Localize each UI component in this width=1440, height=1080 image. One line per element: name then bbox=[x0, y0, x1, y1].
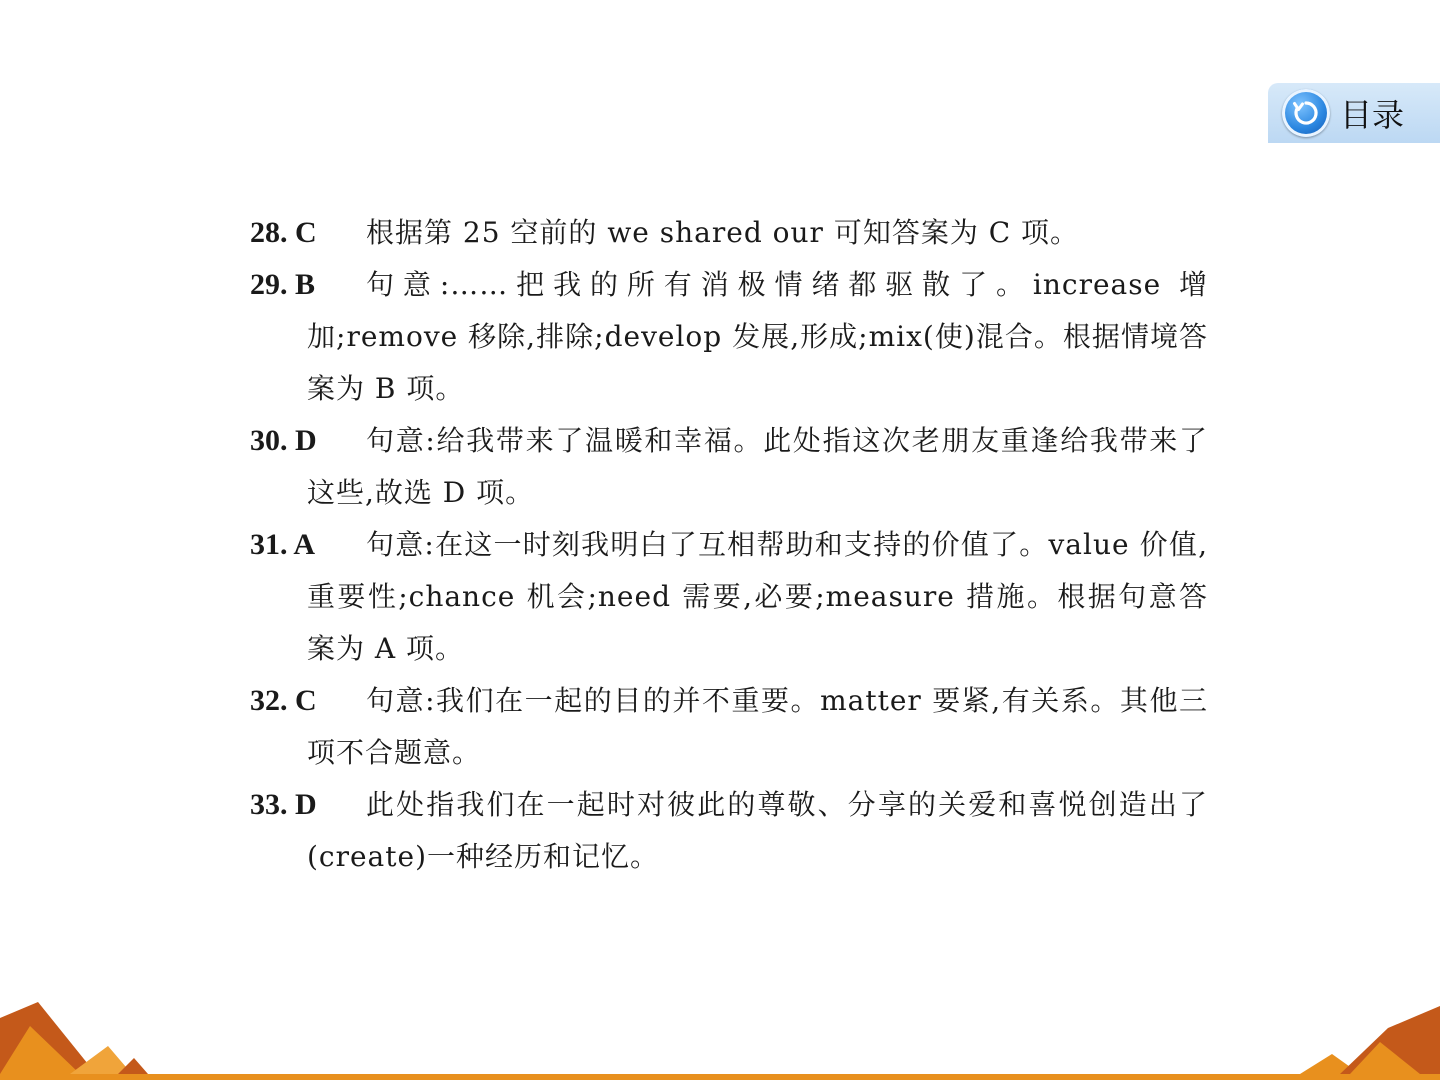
answer-item-30 bbox=[250, 415, 1208, 519]
answer-number: 29. B bbox=[250, 268, 316, 301]
answer-explanation: 此处指我们在一起时对彼此的尊敬、分享的关爱和喜悦创造出了(create)一种经历和记忆。 bbox=[307, 788, 1208, 873]
answer-item-31 bbox=[250, 519, 1208, 675]
refresh-circle-icon bbox=[1282, 89, 1330, 137]
toc-label: 目录 bbox=[1340, 96, 1405, 134]
toc-button[interactable] bbox=[1268, 83, 1440, 143]
answer-number: 33. D bbox=[250, 788, 317, 821]
answer-item-33 bbox=[250, 779, 1208, 883]
answer-explanation: 句意:我们在一起的目的并不重要。matter 要紧,有关系。其他三项不合题意。 bbox=[307, 684, 1208, 769]
answer-list bbox=[250, 207, 1208, 883]
answer-item-28 bbox=[250, 207, 1208, 259]
footer-decoration bbox=[0, 1000, 1440, 1080]
answer-explanation: 根据第 25 空前的 we shared our 可知答案为 C 项。 bbox=[366, 216, 1080, 249]
answer-explanation: 句意:在这一时刻我明白了互相帮助和支持的价值了。value 价值,重要性;chance 机会;need 需要,必要;measure 措施。根据句意答案为 A 项。 bbox=[307, 528, 1208, 665]
answer-number: 30. D bbox=[250, 424, 317, 457]
answer-explanation: 句意:给我带来了温暖和幸福。此处指这次老朋友重逢给我带来了这些,故选 D 项。 bbox=[307, 424, 1208, 509]
answer-item-29 bbox=[250, 259, 1208, 415]
answer-number: 32. C bbox=[250, 684, 317, 717]
answer-explanation: 句意:……把我的所有消极情绪都驱散了。increase 增加;remove 移除,排除;develop 发展,形成;mix(使)混合。根据情境答案为 B 项。 bbox=[307, 268, 1208, 405]
footer-bar bbox=[0, 1074, 1440, 1080]
answer-number: 31. A bbox=[250, 528, 316, 561]
answer-number: 28. C bbox=[250, 216, 317, 249]
answer-item-32 bbox=[250, 675, 1208, 779]
